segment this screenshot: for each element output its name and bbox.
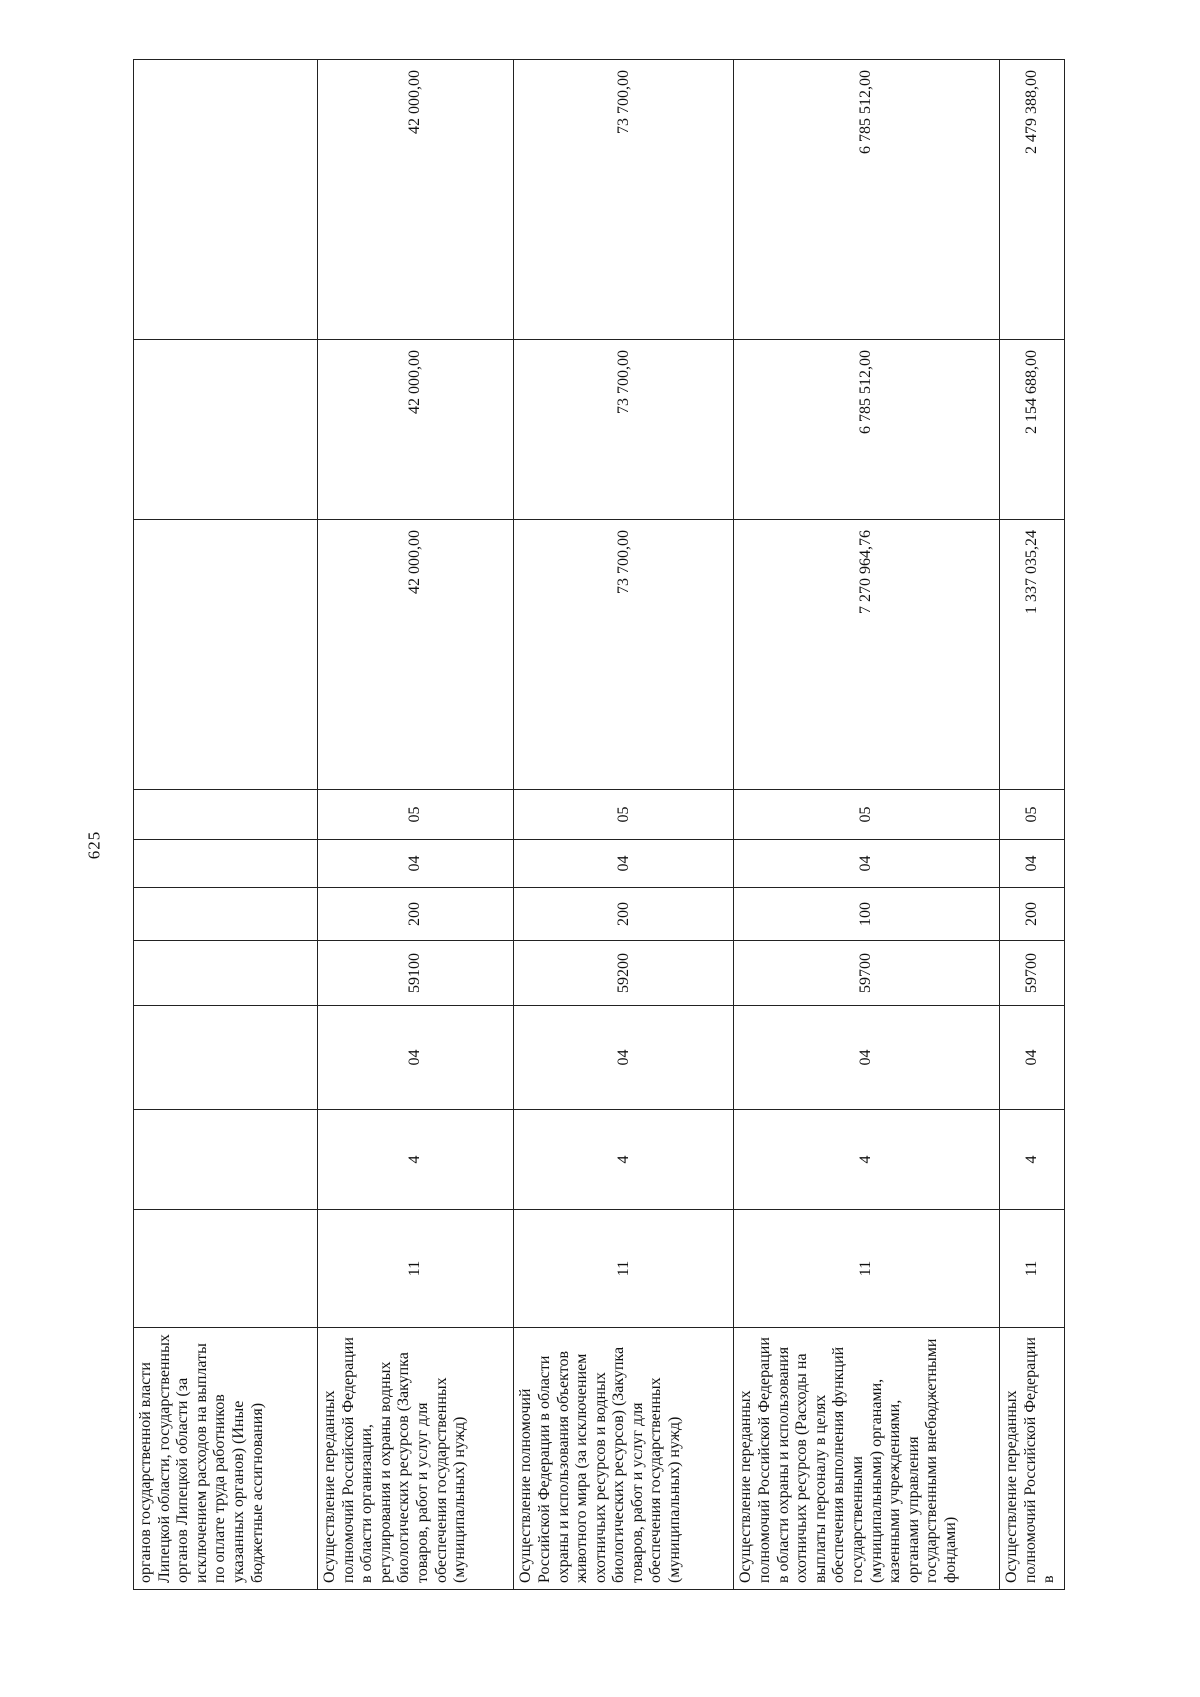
cell-col2: 4: [317, 1110, 513, 1210]
cell-col3: [134, 1006, 318, 1110]
cell-col4: [134, 941, 318, 1006]
budget-table: [133, 59, 1065, 1590]
row-description: Осуществление переданных полномочий Российской Федерации в области организации, регулирования и охраны водных биологических ресурсов (Закупка товаров, работ и услуг для обеспечения государственных (муниципальных) нужд): [317, 1328, 513, 1590]
table-row: [134, 60, 318, 1590]
row-description: Осуществление переданных полномочий Российской Федерации в: [1000, 1328, 1065, 1590]
cell-col4: 59700: [1000, 941, 1065, 1006]
cell-amount2: 6 785 512,00: [734, 340, 1000, 520]
cell-amount1: 7 270 964,76: [734, 520, 1000, 790]
row-description: Осуществление полномочий Российской Федерации в области охраны и использования объектов животного мира (за исключением охотничьих ресурсов и водных биологических ресурсов) (Закупка товаров, работ и услуг для обеспечения государственных (муниципальных) нужд): [514, 1328, 734, 1590]
cell-amount2: 42 000,00: [317, 340, 513, 520]
cell-col1: 11: [317, 1210, 513, 1328]
page-number: 625: [84, 830, 104, 860]
cell-col4: 59700: [734, 941, 1000, 1006]
table-row: [734, 60, 1000, 1590]
cell-col3: 04: [514, 1006, 734, 1110]
budget-table-rotated: [133, 60, 1065, 1590]
cell-col1: 11: [1000, 1210, 1065, 1328]
cell-amount2: [134, 340, 318, 520]
cell-col7: 05: [1000, 790, 1065, 840]
cell-col4: 59100: [317, 941, 513, 1006]
cell-amount1: 1 337 035,24: [1000, 520, 1065, 790]
cell-col3: 04: [734, 1006, 1000, 1110]
cell-col3: 04: [1000, 1006, 1065, 1110]
cell-col6: 04: [514, 840, 734, 888]
cell-col7: 05: [514, 790, 734, 840]
cell-amount3: 6 785 512,00: [734, 60, 1000, 340]
cell-col6: 04: [734, 840, 1000, 888]
table-row: [317, 60, 513, 1590]
cell-col1: [134, 1210, 318, 1328]
cell-col6: 04: [317, 840, 513, 888]
cell-col6: [134, 840, 318, 888]
cell-amount3: 42 000,00: [317, 60, 513, 340]
cell-col5: 200: [317, 888, 513, 941]
cell-amount2: 2 154 688,00: [1000, 340, 1065, 520]
cell-col7: [134, 790, 318, 840]
table-row: [514, 60, 734, 1590]
cell-col1: 11: [514, 1210, 734, 1328]
cell-col7: 05: [317, 790, 513, 840]
cell-col4: 59200: [514, 941, 734, 1006]
cell-col5: 200: [1000, 888, 1065, 941]
table-row: [1000, 60, 1065, 1590]
cell-amount1: 73 700,00: [514, 520, 734, 790]
cell-col2: 4: [734, 1110, 1000, 1210]
cell-col6: 04: [1000, 840, 1065, 888]
cell-col2: [134, 1110, 318, 1210]
cell-col5: 100: [734, 888, 1000, 941]
cell-col1: 11: [734, 1210, 1000, 1328]
cell-col5: 200: [514, 888, 734, 941]
cell-col2: 4: [514, 1110, 734, 1210]
cell-col3: 04: [317, 1006, 513, 1110]
cell-col7: 05: [734, 790, 1000, 840]
cell-amount3: [134, 60, 318, 340]
cell-amount1: [134, 520, 318, 790]
row-description: органов государственной власти Липецкой области, государственных органов Липецкой области (за исключением расходов на выплаты по оплате труда работников указанных органов) (Иные бюджетные ассигнования): [134, 1328, 318, 1590]
cell-amount1: 42 000,00: [317, 520, 513, 790]
cell-amount3: 2 479 388,00: [1000, 60, 1065, 340]
cell-amount3: 73 700,00: [514, 60, 734, 340]
cell-amount2: 73 700,00: [514, 340, 734, 520]
cell-col5: [134, 888, 318, 941]
cell-col2: 4: [1000, 1110, 1065, 1210]
row-description: Осуществление переданных полномочий Российской Федерации в области охраны и использования охотничьих ресурсов (Расходы на выплаты персоналу в целях обеспечения выполнения функций государственными (муниципальными) органами, казенными учреждениями, органами управления государственными внебюджетными фондами): [734, 1328, 1000, 1590]
